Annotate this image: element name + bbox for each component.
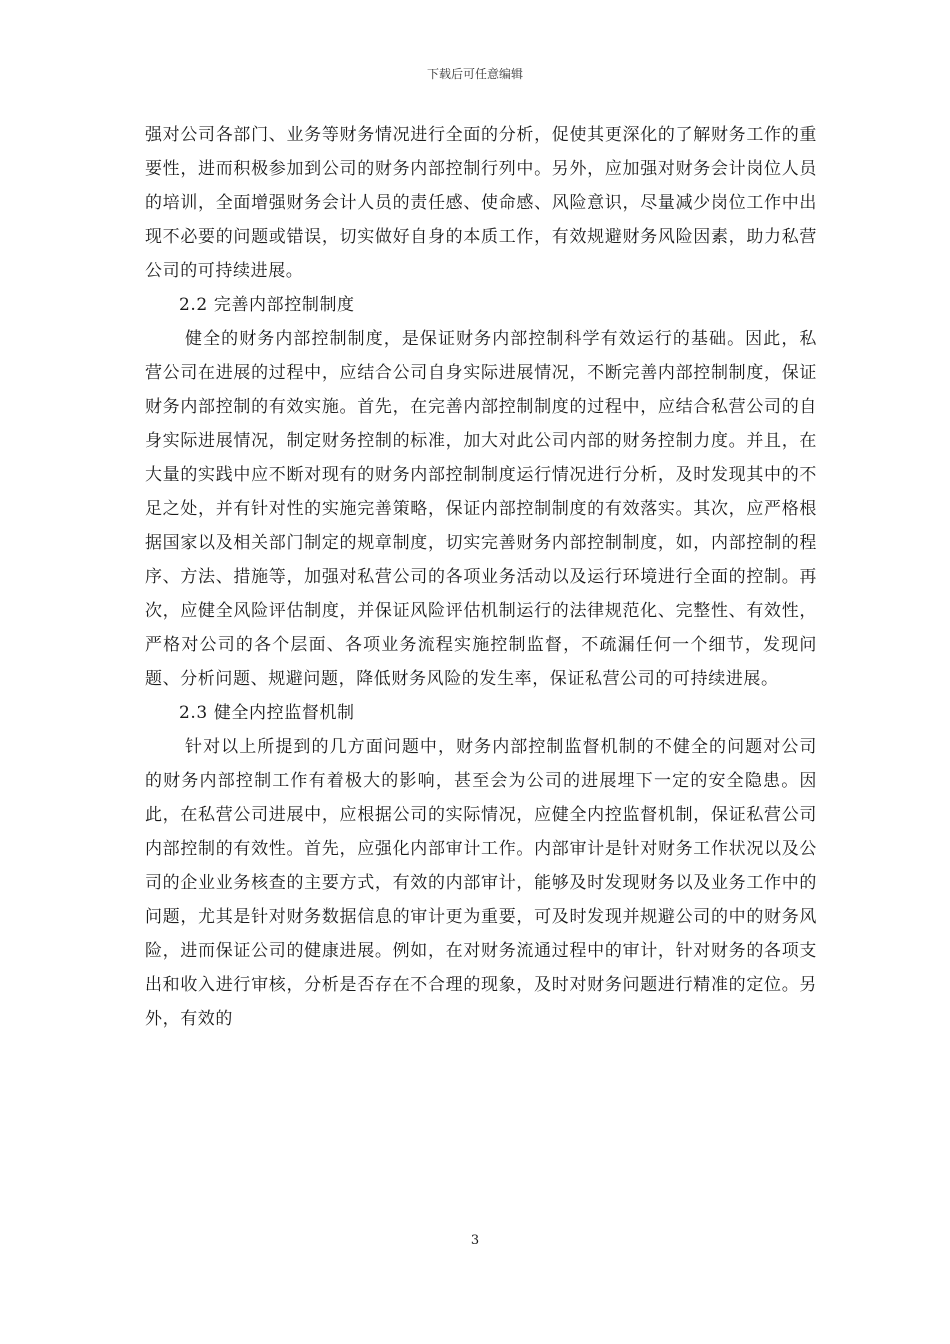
section-paragraph-2-2: 健全的财务内部控制制度，是保证财务内部控制科学有效运行的基础。因此，私营公司在进展的过程中，应结合公司自身实际进展情况，不断完善内部控制制度，保证财务内部控制的有效实施。首先，在完善内部控制制度的过程中，应结合私营公司的自身实际进展情况，制定财务控制的标准，加大对此公司内部的财务控制力度。并且，在大量的实践中应不断对现有的财务内部控制制度运行情况进行分析，及时发现其中的不足之处，并有针对性的实施完善策略，保证内部控制制度的有效落实。其次，应严格根据国家以及相关部门制定的规章制度，切实完善财务内部控制制度，如，内部控制的程序、方法、措施等，加强对私营公司的各项业务活动以及运行环境进行全面的控制。再次，应健全风险评估制度，并保证风险评估机制运行的法律规范化、完整性、有效性，严格对公司的各个层面、各项业务流程实施控制监督，不疏漏任何一个细节，发现问题、分析问题、规避问题，降低财务风险的发生率，保证私营公司的可持续进展。: [145, 329, 817, 689]
page-header: 下载后可任意编辑: [426, 67, 523, 81]
section-heading-2-3: 2.3 健全内控监督机制: [179, 703, 355, 723]
section-heading-2-2: 2.2 完善内部控制制度: [179, 295, 355, 315]
page-number: 3: [470, 1233, 480, 1248]
section-paragraph-2-3: 针对以上所提到的几方面问题中，财务内部控制监督机制的不健全的问题对公司的财务内部控制工作有着极大的影响，甚至会为公司的进展埋下一定的安全隐患。因此，在私营公司进展中，应根据公司的实际情况，应健全内控监督机制，保证私营公司内部控制的有效性。首先，应强化内部审计工作。内部审计是针对财务工作状况以及公司的企业业务核查的主要方式，有效的内部审计，能够及时发现财务以及业务工作中的问题，尤其是针对财务数据信息的审计更为重要，可及时发现并规避公司的中的财务风险，进而保证公司的健康进展。例如，在对财务流通过程中的审计，针对财务的各项支出和收入进行审核，分析是否存在不合理的现象，及时对财务问题进行精准的定位。另外，有效的: [145, 737, 817, 1029]
continued-paragraph: 强对公司各部门、业务等财务情况进行全面的分析，促使其更深化的了解财务工作的重要性，进而积极参加到公司的财务内部控制行列中。另外，应加强对财务会计岗位人员的培训，全面增强财务会计人员的责任感、使命感、风险意识，尽量减少岗位工作中出现不必要的问题或错误，切实做好自身的本质工作，有效规避财务风险因素，助力私营公司的可持续进展。: [145, 125, 817, 281]
document-body: [145, 118, 817, 1036]
